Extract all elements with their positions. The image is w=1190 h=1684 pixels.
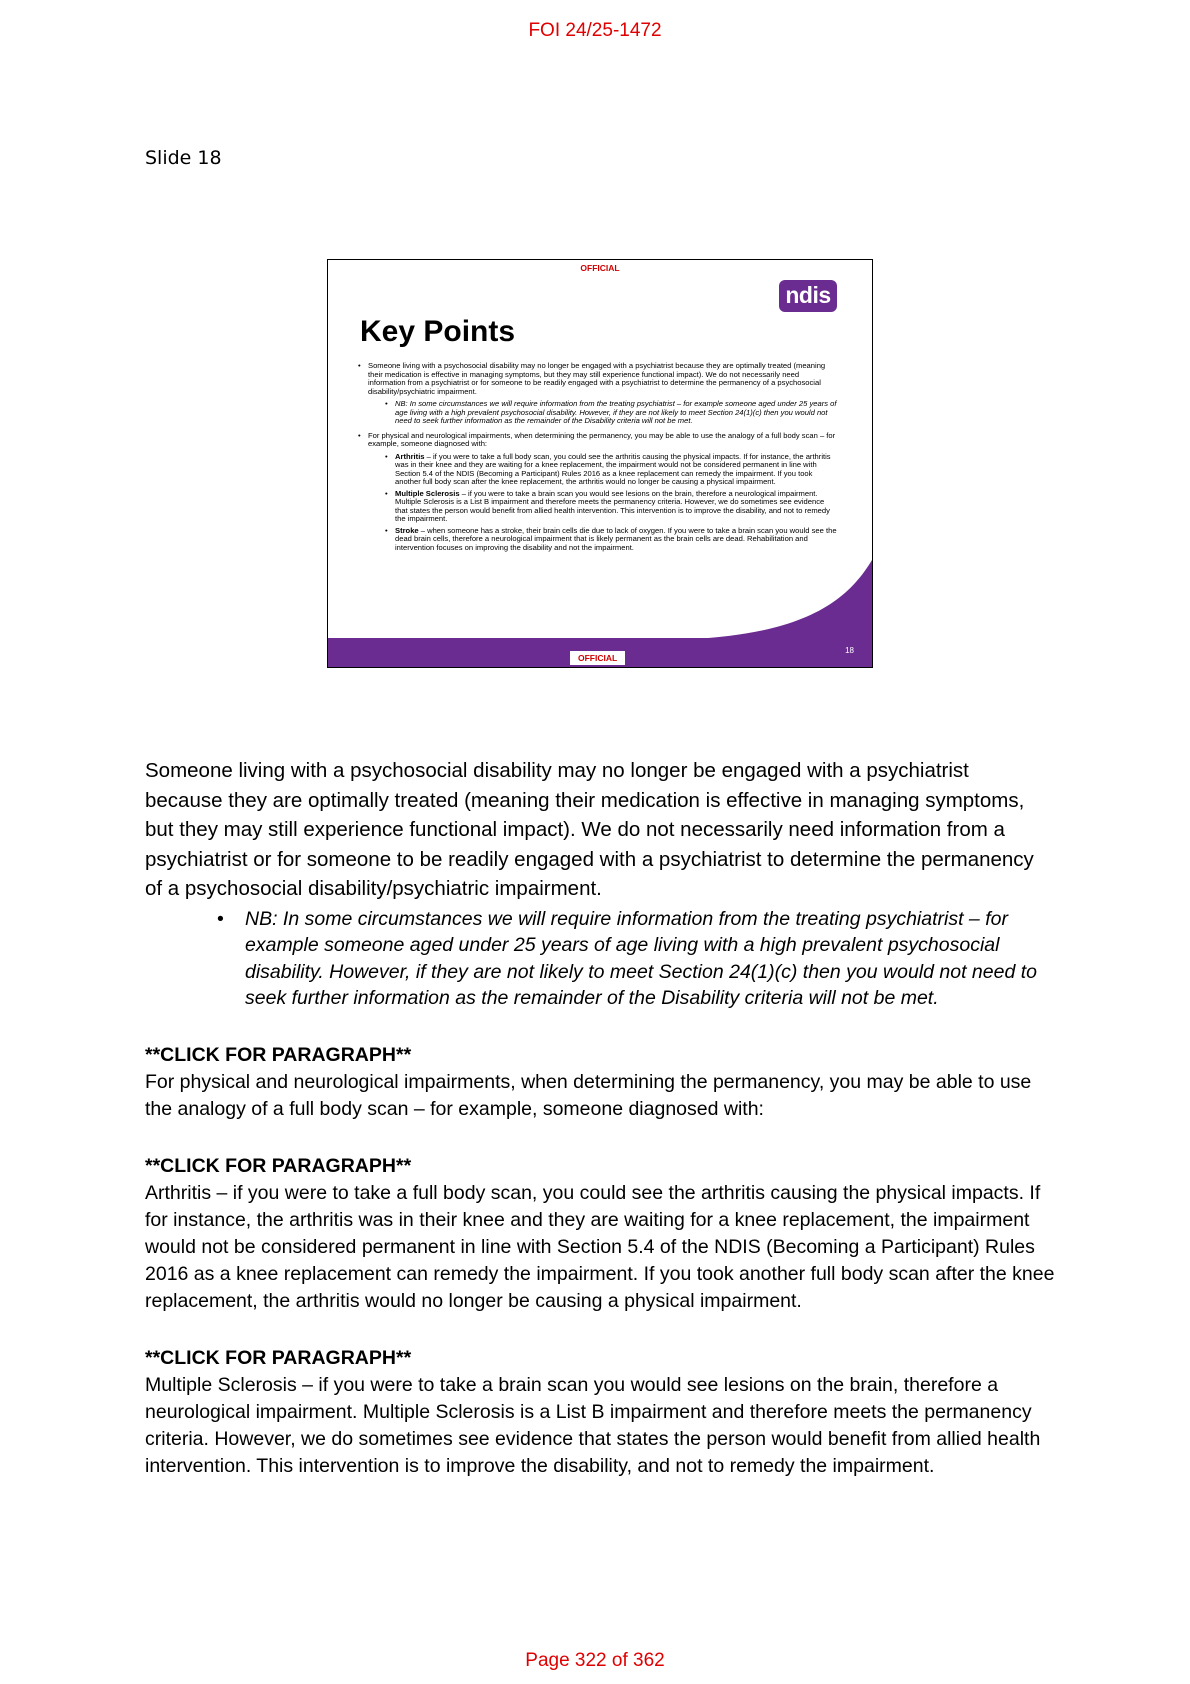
notes-nb-bullet (217, 906, 1055, 1012)
click-marker: **CLICK FOR PARAGRAPH** (145, 1154, 412, 1177)
ndis-logo: ndis (779, 280, 837, 312)
slide-bullet: • Someone living with a psychosocial disability may no longer be engaged with a psychiatrist because they are optimally treated (meaning their medication is effective in managing symptoms, but they may still experience functional impact). We do not necessarily need information from a psychiatrist or for someone to be readily engaged with a psychiatrist to determine the permanency of a psychosocial disability/psychiatric impairment. (358, 362, 838, 396)
notes-paragraph: Multiple Sclerosis – if you were to take a brain scan you would see lesions on the brain, therefore a neurological impairment. Multiple Sclerosis is a List B impairment and therefore meets the permanency criteria. However, we do sometimes see evidence that states the person would benefit from allied health intervention. This intervention is to improve the disability, and not to remedy the impairment. (145, 1373, 1041, 1477)
slide-number: 18 (845, 646, 854, 655)
slide-sub-bullet: • NB: In some circumstances we will require information from the treating psychiatrist – for example someone aged under 25 years of age living with a high prevalent psychosocial disability. However, if they are not likely to meet Section 24(1)(c) then you would not need to seek further information as the remainder of the Disability criteria will not be met. (385, 400, 838, 426)
notes-paragraph: For physical and neurological impairments, when determining the permanency, you may be able to use the analogy of a full body scan – for example, someone diagnosed with: (145, 1070, 1032, 1120)
notes-section (145, 1042, 1055, 1123)
bullet-dot: • (217, 907, 224, 930)
speaker-notes (145, 756, 1055, 1480)
slide-sub-bullet (385, 527, 838, 553)
notes-paragraph: Arthritis – if you were to take a full body scan, you could see the arthritis causing the physical impacts. If for instance, the arthritis was in their knee and they are waiting for a knee replacement, the impairment would not be considered permanent in line with Section 5.4 of the NDIS (Becoming a Participant) Rules 2016 as a knee replacement can remedy the impairment. If you took another full body scan after the knee replacement, the arthritis would no longer be causing a physical impairment. (145, 1181, 1055, 1312)
click-marker: **CLICK FOR PARAGRAPH** (145, 1346, 412, 1369)
slide-sub-bullet (385, 453, 838, 487)
slide-body (358, 362, 838, 555)
sub-bullet-text: – if you were to take a brain scan you would see lesions on the brain, therefore a neurological impairment. Multiple Sclerosis is a List B impairment and therefore meets the permanency criteria. However, we do sometimes see evidence that states the person would benefit from allied health intervention. This intervention is to improve the disability, and not to remedy the impairment. (395, 488, 830, 523)
official-marker-top: OFFICIAL (580, 263, 620, 273)
notes-section (145, 1153, 1055, 1315)
click-marker: **CLICK FOR PARAGRAPH** (145, 1043, 412, 1066)
sub-bullet-text: – when someone has a stroke, their brain cells die due to lack of oxygen. If you were to take a brain scan you would see the dead brain cells, therefore a neurological impairment that is likely permanent as the brain cells are dead. Rehabilitation and intervention focuses on improving the disability and not the impairment. (395, 525, 837, 552)
nb-text: NB: In some circumstances we will require information from the treating psychiatrist – for example someone aged under 25 years of age living with a high prevalent psychosocial disability. However, if they are not likely to meet Section 24(1)(c) then you would not need to seek further information as the remainder of the Disability criteria will not be met. (245, 907, 1037, 1009)
sub-bullet-term: Stroke (395, 525, 419, 535)
notes-paragraph: Someone living with a psychosocial disability may no longer be engaged with a psychiatrist because they are optimally treated (meaning their medication is effective in managing symptoms, but they may still experience functional impact). We do not necessarily need information from a psychiatrist or for someone to be readily engaged with a psychiatrist to determine the permanency of a psychosocial disability/psychiatric impairment. (145, 759, 1034, 900)
slide-sub-bullet (385, 490, 838, 524)
page-number: Page 322 of 362 (525, 1650, 665, 1671)
slide-label: Slide 18 (145, 147, 222, 169)
sub-bullet-text: – if you were to take a full body scan, you could see the arthritis causing the physical impacts. If for instance, the arthritis was in their knee and they are waiting for a knee replacement, the impairment would not be considered permanent in line with Section 5.4 of the NDIS (Becoming a Participant) Rules 2016 as a knee replacement can remedy the impairment. If you took another full body scan after the knee replacement, the arthritis would no longer be causing a physical impairment. (395, 451, 831, 486)
sub-bullet-term: Arthritis (395, 451, 425, 461)
slide-bullet: • For physical and neurological impairments, when determining the permanency, you may be able to use the analogy of a full body scan – for example, someone diagnosed with: (358, 432, 838, 449)
slide-thumbnail (327, 259, 873, 668)
sub-bullet-term: Multiple Sclerosis (395, 488, 460, 498)
notes-section (145, 1345, 1055, 1480)
slide-title: Key Points (360, 315, 516, 348)
official-marker-bottom: OFFICIAL (570, 651, 625, 665)
foi-reference: FOI 24/25-1472 (528, 20, 662, 41)
